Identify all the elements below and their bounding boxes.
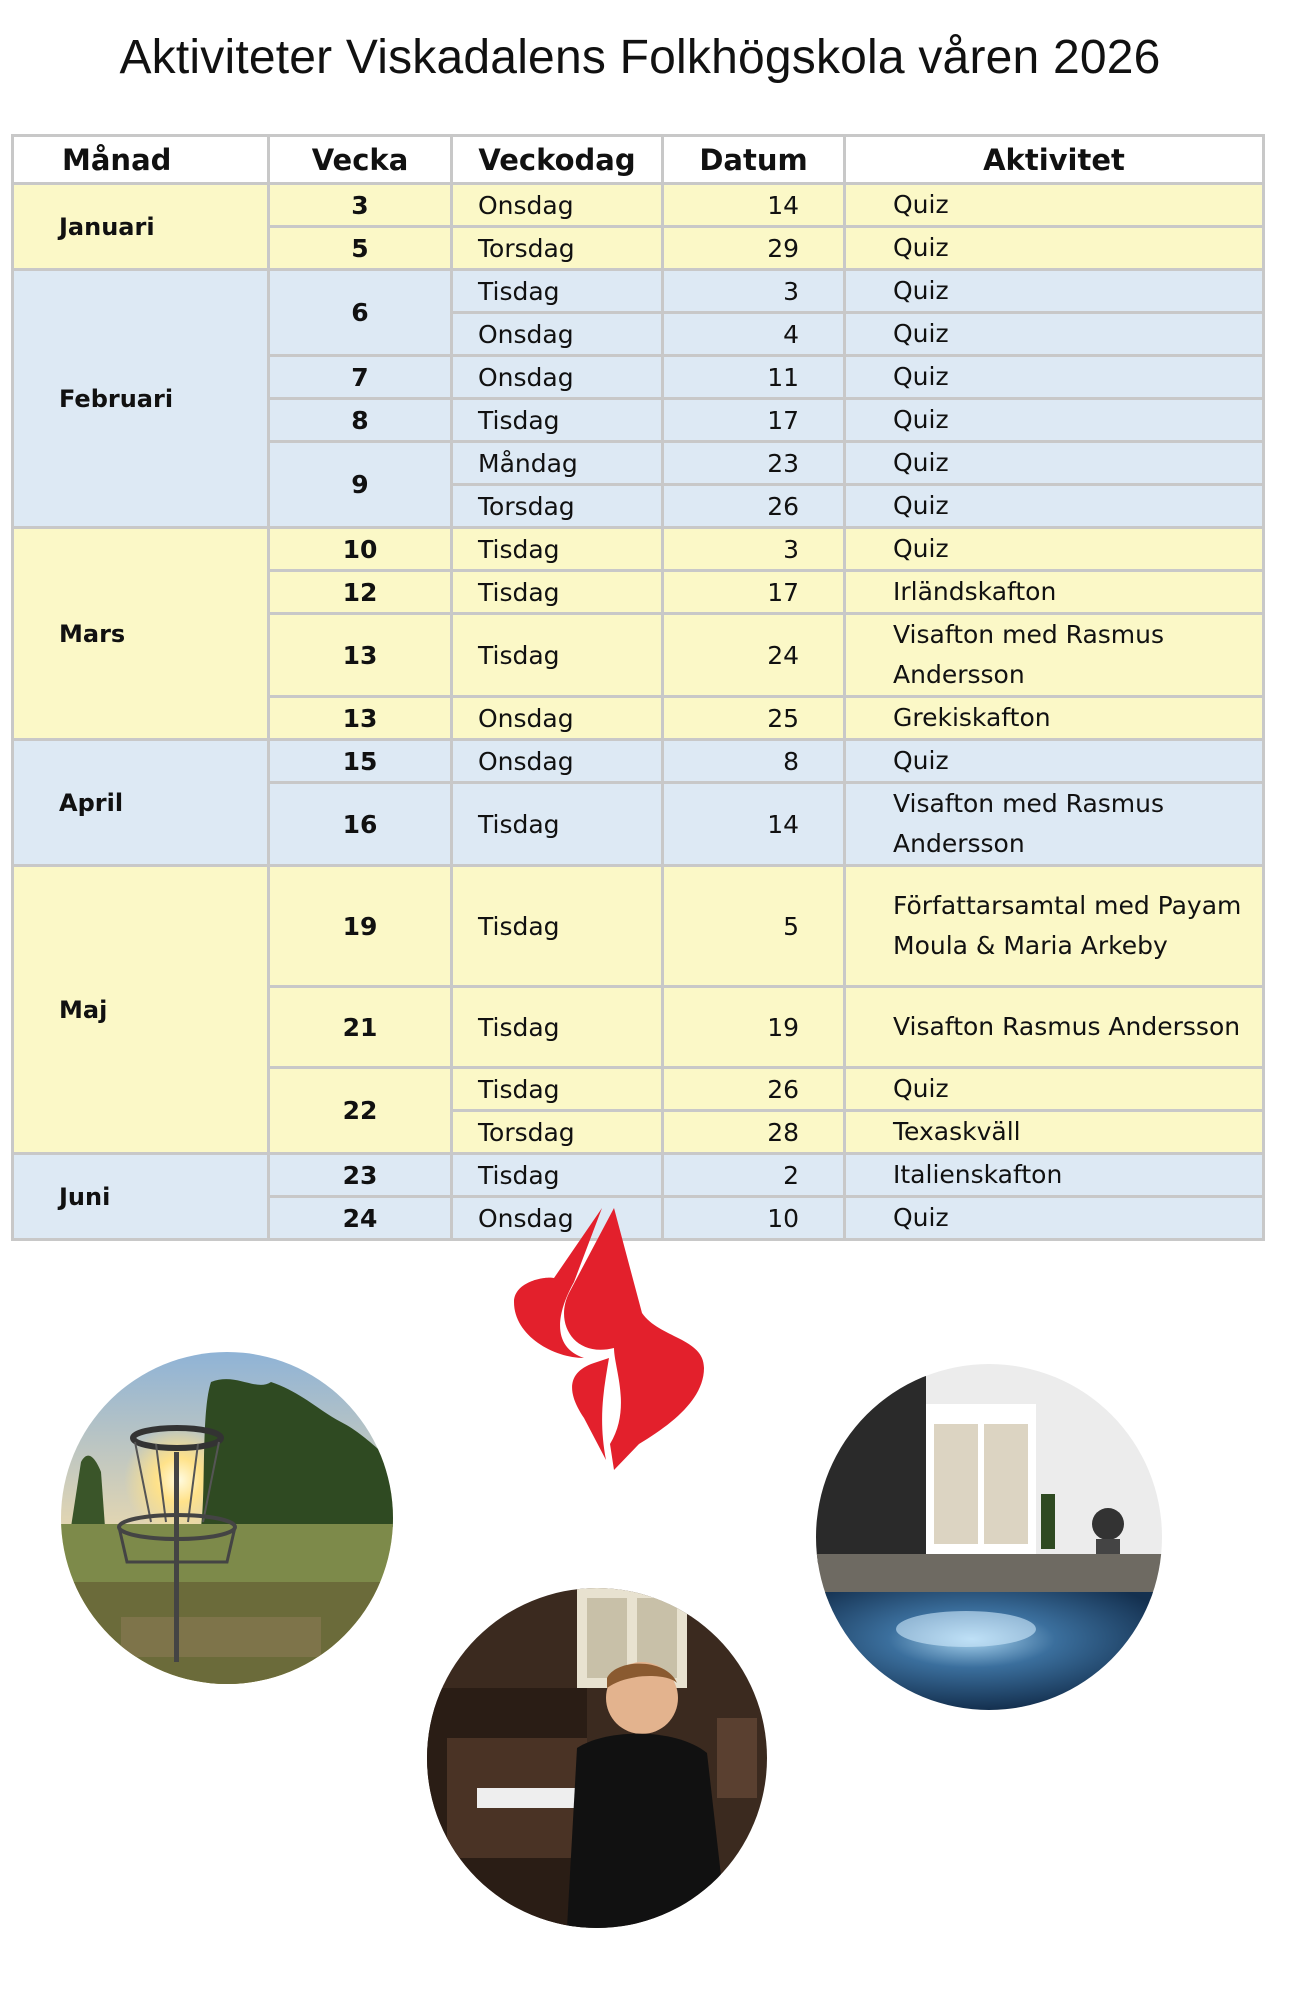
page-title: Aktiviteter Viskadalens Folkhögskola våren 2026 xyxy=(119,31,1161,84)
header-activity: Aktivitet xyxy=(845,136,1264,184)
disc-golf-photo xyxy=(61,1352,393,1684)
activity-cell: Grekiskafton xyxy=(845,697,1264,740)
week-cell: 13 xyxy=(269,614,452,697)
activity-cell: Quiz xyxy=(845,442,1264,485)
activity-cell: Quiz xyxy=(845,1068,1264,1111)
week-cell: 8 xyxy=(269,399,452,442)
activity-cell: Quiz xyxy=(845,485,1264,528)
week-cell: 15 xyxy=(269,740,452,783)
activity-schedule-table xyxy=(11,134,1265,1241)
table-header-row xyxy=(13,136,1264,184)
weekday-cell: Torsdag xyxy=(452,485,663,528)
weekday-cell: Torsdag xyxy=(452,227,663,270)
activity-cell: Quiz xyxy=(845,399,1264,442)
activity-cell: Visafton med Rasmus Andersson xyxy=(845,783,1264,866)
activity-cell: Quiz xyxy=(845,1197,1264,1240)
week-cell: 23 xyxy=(269,1154,452,1197)
week-cell: 10 xyxy=(269,528,452,571)
table-row xyxy=(13,740,1264,783)
weekday-cell: Tisdag xyxy=(452,571,663,614)
date-cell: 24 xyxy=(663,614,845,697)
weekday-cell: Onsdag xyxy=(452,356,663,399)
month-cell: Januari xyxy=(13,184,269,270)
activity-cell: Visafton Rasmus Andersson xyxy=(845,987,1264,1068)
weekday-cell: Tisdag xyxy=(452,1068,663,1111)
table-row xyxy=(13,270,1264,313)
header-week: Vecka xyxy=(269,136,452,184)
date-cell: 29 xyxy=(663,227,845,270)
weekday-cell: Tisdag xyxy=(452,783,663,866)
weekday-cell: Tisdag xyxy=(452,866,663,987)
weekday-cell: Tisdag xyxy=(452,528,663,571)
table-row xyxy=(13,184,1264,227)
date-cell: 4 xyxy=(663,313,845,356)
table-row xyxy=(13,866,1264,987)
date-cell: 5 xyxy=(663,866,845,987)
activity-cell: Italienskafton xyxy=(845,1154,1264,1197)
weekday-cell: Onsdag xyxy=(452,313,663,356)
weekday-cell: Tisdag xyxy=(452,987,663,1068)
weekday-cell: Onsdag xyxy=(452,740,663,783)
week-cell: 24 xyxy=(269,1197,452,1240)
table-row xyxy=(13,1154,1264,1197)
date-cell: 17 xyxy=(663,571,845,614)
month-cell: Maj xyxy=(13,866,269,1154)
date-cell: 26 xyxy=(663,485,845,528)
activity-cell: Quiz xyxy=(845,528,1264,571)
week-cell: 12 xyxy=(269,571,452,614)
header-date: Datum xyxy=(663,136,845,184)
week-cell: 19 xyxy=(269,866,452,987)
week-cell: 6 xyxy=(269,270,452,356)
date-cell: 17 xyxy=(663,399,845,442)
piano-player-photo xyxy=(427,1588,767,1928)
activity-cell: Quiz xyxy=(845,356,1264,399)
date-cell: 3 xyxy=(663,270,845,313)
date-cell: 11 xyxy=(663,356,845,399)
week-cell: 22 xyxy=(269,1068,452,1154)
weekday-cell: Tisdag xyxy=(452,270,663,313)
header-month: Månad xyxy=(13,136,269,184)
indoor-pool-photo xyxy=(816,1364,1162,1710)
activity-cell: Författarsamtal med Payam Moula & Maria Arkeby xyxy=(845,866,1264,987)
date-cell: 28 xyxy=(663,1111,845,1154)
date-cell: 10 xyxy=(663,1197,845,1240)
activity-cell: Quiz xyxy=(845,184,1264,227)
weekday-cell: Tisdag xyxy=(452,399,663,442)
weekday-cell: Tisdag xyxy=(452,614,663,697)
header-weekday: Veckodag xyxy=(452,136,663,184)
week-cell: 9 xyxy=(269,442,452,528)
month-cell: Mars xyxy=(13,528,269,740)
month-cell: April xyxy=(13,740,269,866)
activity-cell: Visafton med Rasmus Andersson xyxy=(845,614,1264,697)
activity-cell: Quiz xyxy=(845,227,1264,270)
date-cell: 2 xyxy=(663,1154,845,1197)
month-cell: Juni xyxy=(13,1154,269,1240)
date-cell: 26 xyxy=(663,1068,845,1111)
activity-cell: Quiz xyxy=(845,313,1264,356)
week-cell: 16 xyxy=(269,783,452,866)
activity-cell: Quiz xyxy=(845,740,1264,783)
week-cell: 13 xyxy=(269,697,452,740)
school-logo-icon xyxy=(514,1208,704,1470)
date-cell: 23 xyxy=(663,442,845,485)
weekday-cell: Torsdag xyxy=(452,1111,663,1154)
weekday-cell: Onsdag xyxy=(452,1197,663,1240)
weekday-cell: Måndag xyxy=(452,442,663,485)
activity-cell: Quiz xyxy=(845,270,1264,313)
month-cell: Februari xyxy=(13,270,269,528)
date-cell: 25 xyxy=(663,697,845,740)
week-cell: 3 xyxy=(269,184,452,227)
weekday-cell: Tisdag xyxy=(452,1154,663,1197)
date-cell: 8 xyxy=(663,740,845,783)
week-cell: 7 xyxy=(269,356,452,399)
date-cell: 3 xyxy=(663,528,845,571)
activity-cell: Texaskväll xyxy=(845,1111,1264,1154)
week-cell: 21 xyxy=(269,987,452,1068)
date-cell: 14 xyxy=(663,184,845,227)
date-cell: 14 xyxy=(663,783,845,866)
weekday-cell: Onsdag xyxy=(452,184,663,227)
weekday-cell: Onsdag xyxy=(452,697,663,740)
date-cell: 19 xyxy=(663,987,845,1068)
activity-cell: Irländskafton xyxy=(845,571,1264,614)
week-cell: 5 xyxy=(269,227,452,270)
table-row xyxy=(13,528,1264,571)
